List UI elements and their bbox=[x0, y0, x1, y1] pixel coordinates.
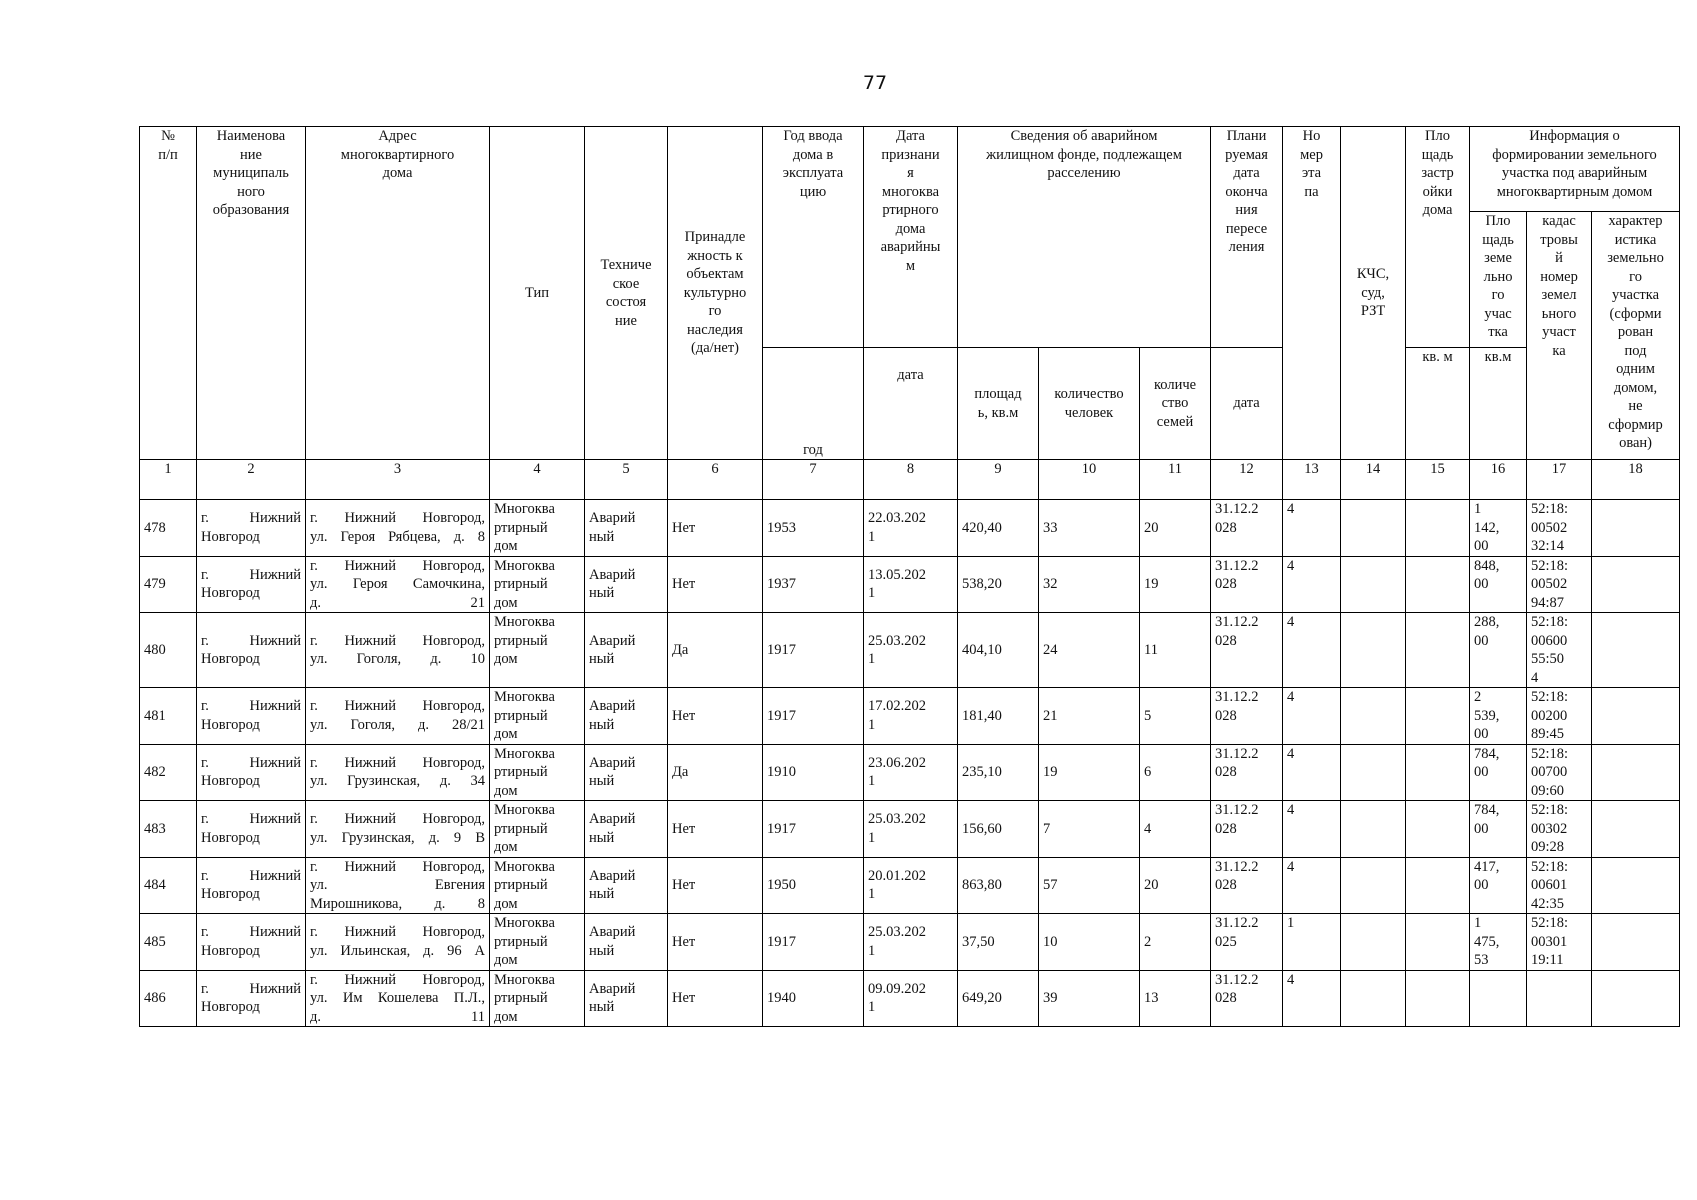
row-number: 482 bbox=[140, 744, 197, 801]
column-number: 12 bbox=[1211, 460, 1283, 500]
row-stage: 4 bbox=[1283, 500, 1341, 557]
header-land-area: Пло щадь земе льно го учас тка bbox=[1470, 212, 1527, 348]
row-year: 1950 bbox=[763, 857, 864, 914]
row-kchs bbox=[1341, 688, 1406, 745]
row-number: 478 bbox=[140, 500, 197, 557]
row-stage: 4 bbox=[1283, 556, 1341, 613]
row-municipality: г. Нижний Новгород bbox=[197, 556, 306, 613]
row-address: г. Нижний Новгород, ул. Им Кошелева П.Л., д. 11 bbox=[306, 970, 490, 1027]
row-date: 25.03.202 1 bbox=[864, 613, 958, 688]
row-date: 09.09.202 1 bbox=[864, 970, 958, 1027]
row-technical-state: Аварий ный bbox=[585, 500, 668, 557]
row-land-character bbox=[1592, 857, 1680, 914]
column-number: 9 bbox=[958, 460, 1039, 500]
row-cadastral bbox=[1527, 970, 1592, 1027]
row-number: 480 bbox=[140, 613, 197, 688]
table-row bbox=[140, 970, 1680, 1027]
row-kchs bbox=[1341, 500, 1406, 557]
row-address: г. Нижний Новгород, ул. Грузинская, д. 9 В bbox=[306, 801, 490, 858]
row-heritage: Нет bbox=[668, 857, 763, 914]
unit-people: количество человек bbox=[1039, 348, 1140, 460]
row-plan-date: 31.12.2 028 bbox=[1211, 688, 1283, 745]
row-municipality: г. Нижний Новгород bbox=[197, 857, 306, 914]
row-kchs bbox=[1341, 970, 1406, 1027]
column-number: 5 bbox=[585, 460, 668, 500]
row-area: 235,10 bbox=[958, 744, 1039, 801]
row-heritage: Нет bbox=[668, 914, 763, 971]
row-municipality: г. Нижний Новгород bbox=[197, 500, 306, 557]
row-land-character bbox=[1592, 744, 1680, 801]
row-date: 25.03.202 1 bbox=[864, 914, 958, 971]
row-number: 479 bbox=[140, 556, 197, 613]
unit-area: площад ь, кв.м bbox=[958, 348, 1039, 460]
row-land-character bbox=[1592, 500, 1680, 557]
row-cadastral: 52:18: 00700 09:60 bbox=[1527, 744, 1592, 801]
row-address: г. Нижний Новгород, ул. Героя Самочкина, д. 21 bbox=[306, 556, 490, 613]
header-type: Тип bbox=[490, 127, 585, 460]
table-row bbox=[140, 613, 1680, 688]
column-number: 2 bbox=[197, 460, 306, 500]
row-year: 1917 bbox=[763, 688, 864, 745]
row-address: г. Нижний Новгород, ул. Ильинская, д. 96 А bbox=[306, 914, 490, 971]
unit-year: год bbox=[763, 348, 864, 460]
row-families: 11 bbox=[1140, 613, 1211, 688]
row-people: 33 bbox=[1039, 500, 1140, 557]
row-land-area: 848, 00 bbox=[1470, 556, 1527, 613]
row-people: 7 bbox=[1039, 801, 1140, 858]
row-plan-date: 31.12.2 028 bbox=[1211, 801, 1283, 858]
row-municipality: г. Нижний Новгород bbox=[197, 744, 306, 801]
row-area: 420,40 bbox=[958, 500, 1039, 557]
row-heritage: Да bbox=[668, 744, 763, 801]
row-plan-date: 31.12.2 028 bbox=[1211, 556, 1283, 613]
row-cadastral: 52:18: 00600 55:50 4 bbox=[1527, 613, 1592, 688]
row-number: 486 bbox=[140, 970, 197, 1027]
row-built-area bbox=[1406, 914, 1470, 971]
row-year: 1917 bbox=[763, 914, 864, 971]
row-cadastral: 52:18: 00502 32:14 bbox=[1527, 500, 1592, 557]
header-land-character: характер истика земельно го участка (сформи рован под одним домом, не сформир ован) bbox=[1592, 212, 1680, 460]
row-heritage: Нет bbox=[668, 970, 763, 1027]
header-kchs: КЧС, суд, РЗТ bbox=[1341, 127, 1406, 460]
row-type: Многоква ртирный дом bbox=[490, 688, 585, 745]
row-land-area: 417, 00 bbox=[1470, 857, 1527, 914]
row-land-area: 2 539, 00 bbox=[1470, 688, 1527, 745]
column-number: 6 bbox=[668, 460, 763, 500]
row-cadastral: 52:18: 00601 42:35 bbox=[1527, 857, 1592, 914]
row-technical-state: Аварий ный bbox=[585, 688, 668, 745]
header-number: № п/п bbox=[140, 127, 197, 460]
column-number: 4 bbox=[490, 460, 585, 500]
row-stage: 4 bbox=[1283, 801, 1341, 858]
row-kchs bbox=[1341, 801, 1406, 858]
header-row-1 bbox=[140, 127, 1680, 212]
column-number: 11 bbox=[1140, 460, 1211, 500]
row-date: 23.06.202 1 bbox=[864, 744, 958, 801]
row-area: 649,20 bbox=[958, 970, 1039, 1027]
row-area: 538,20 bbox=[958, 556, 1039, 613]
row-address: г. Нижний Новгород, ул. Евгения Мирошникова, д. 8 bbox=[306, 857, 490, 914]
row-heritage: Да bbox=[668, 613, 763, 688]
header-emergency-date: Дата признани я многоква ртирного дома аварийны м bbox=[864, 127, 958, 348]
row-address: г. Нижний Новгород, ул. Грузинская, д. 34 bbox=[306, 744, 490, 801]
row-stage: 4 bbox=[1283, 744, 1341, 801]
row-people: 10 bbox=[1039, 914, 1140, 971]
row-kchs bbox=[1341, 613, 1406, 688]
row-land-area bbox=[1470, 970, 1527, 1027]
column-number: 17 bbox=[1527, 460, 1592, 500]
row-built-area bbox=[1406, 801, 1470, 858]
row-technical-state: Аварий ный bbox=[585, 914, 668, 971]
row-families: 20 bbox=[1140, 500, 1211, 557]
row-municipality: г. Нижний Новгород bbox=[197, 914, 306, 971]
row-area: 37,50 bbox=[958, 914, 1039, 971]
column-number: 14 bbox=[1341, 460, 1406, 500]
header-land-info: Информация о формировании земельного участка под аварийным многоквартирным домом bbox=[1470, 127, 1680, 212]
row-number: 483 bbox=[140, 801, 197, 858]
row-heritage: Нет bbox=[668, 556, 763, 613]
header-technical-state: Техниче ское состоя ние bbox=[585, 127, 668, 460]
row-technical-state: Аварий ный bbox=[585, 801, 668, 858]
row-cadastral: 52:18: 00200 89:45 bbox=[1527, 688, 1592, 745]
row-plan-date: 31.12.2 028 bbox=[1211, 500, 1283, 557]
row-date: 17.02.202 1 bbox=[864, 688, 958, 745]
unit-families: количе ство семей bbox=[1140, 348, 1211, 460]
row-land-area: 784, 00 bbox=[1470, 744, 1527, 801]
row-municipality: г. Нижний Новгород bbox=[197, 688, 306, 745]
row-cadastral: 52:18: 00301 19:11 bbox=[1527, 914, 1592, 971]
row-year: 1917 bbox=[763, 801, 864, 858]
table-row bbox=[140, 556, 1680, 613]
row-built-area bbox=[1406, 857, 1470, 914]
row-cadastral: 52:18: 00502 94:87 bbox=[1527, 556, 1592, 613]
column-number: 7 bbox=[763, 460, 864, 500]
row-year: 1940 bbox=[763, 970, 864, 1027]
row-land-character bbox=[1592, 914, 1680, 971]
row-plan-date: 31.12.2 028 bbox=[1211, 744, 1283, 801]
row-plan-date: 31.12.2 028 bbox=[1211, 970, 1283, 1027]
row-stage: 4 bbox=[1283, 857, 1341, 914]
row-land-character bbox=[1592, 613, 1680, 688]
row-year: 1937 bbox=[763, 556, 864, 613]
row-built-area bbox=[1406, 556, 1470, 613]
row-type: Многоква ртирный дом bbox=[490, 857, 585, 914]
row-families: 2 bbox=[1140, 914, 1211, 971]
row-people: 19 bbox=[1039, 744, 1140, 801]
row-type: Многоква ртирный дом bbox=[490, 556, 585, 613]
row-land-area: 1 142, 00 bbox=[1470, 500, 1527, 557]
row-kchs bbox=[1341, 857, 1406, 914]
column-number: 15 bbox=[1406, 460, 1470, 500]
row-stage: 1 bbox=[1283, 914, 1341, 971]
row-kchs bbox=[1341, 556, 1406, 613]
row-type: Многоква ртирный дом bbox=[490, 970, 585, 1027]
row-families: 19 bbox=[1140, 556, 1211, 613]
header-built-area: Пло щадь застр ойки дома bbox=[1406, 127, 1470, 348]
row-land-character bbox=[1592, 688, 1680, 745]
row-families: 20 bbox=[1140, 857, 1211, 914]
row-number: 481 bbox=[140, 688, 197, 745]
header-stage: Но мер эта па bbox=[1283, 127, 1341, 460]
row-type: Многоква ртирный дом bbox=[490, 744, 585, 801]
header-commission-year: Год ввода дома в эксплуата цию bbox=[763, 127, 864, 348]
row-built-area bbox=[1406, 970, 1470, 1027]
table-row bbox=[140, 688, 1680, 745]
row-technical-state: Аварий ный bbox=[585, 970, 668, 1027]
row-families: 6 bbox=[1140, 744, 1211, 801]
table-row bbox=[140, 500, 1680, 557]
column-number: 18 bbox=[1592, 460, 1680, 500]
row-land-area: 1 475, 53 bbox=[1470, 914, 1527, 971]
row-year: 1953 bbox=[763, 500, 864, 557]
row-people: 39 bbox=[1039, 970, 1140, 1027]
row-families: 4 bbox=[1140, 801, 1211, 858]
header-emergency-fund: Сведения об аварийном жилищном фонде, подлежащем расселению bbox=[958, 127, 1211, 348]
emergency-housing-table bbox=[139, 126, 1680, 1027]
row-land-character bbox=[1592, 801, 1680, 858]
unit-date: дата bbox=[864, 348, 958, 460]
row-heritage: Нет bbox=[668, 500, 763, 557]
column-number: 1 bbox=[140, 460, 197, 500]
row-built-area bbox=[1406, 744, 1470, 801]
header-municipality: Наименова ние муниципаль ного образования bbox=[197, 127, 306, 460]
table-row bbox=[140, 744, 1680, 801]
header-address: Адрес многоквартирного дома bbox=[306, 127, 490, 460]
table-row bbox=[140, 857, 1680, 914]
column-number: 16 bbox=[1470, 460, 1527, 500]
row-land-area: 784, 00 bbox=[1470, 801, 1527, 858]
row-date: 13.05.202 1 bbox=[864, 556, 958, 613]
row-stage: 4 bbox=[1283, 688, 1341, 745]
row-year: 1917 bbox=[763, 613, 864, 688]
row-area: 404,10 bbox=[958, 613, 1039, 688]
row-built-area bbox=[1406, 500, 1470, 557]
row-type: Многоква ртирный дом bbox=[490, 914, 585, 971]
row-kchs bbox=[1341, 744, 1406, 801]
header-planned-date: Плани руемая дата оконча ния пересе ления bbox=[1211, 127, 1283, 348]
row-date: 25.03.202 1 bbox=[864, 801, 958, 858]
column-number: 8 bbox=[864, 460, 958, 500]
row-land-character bbox=[1592, 556, 1680, 613]
row-type: Многоква ртирный дом bbox=[490, 500, 585, 557]
row-kchs bbox=[1341, 914, 1406, 971]
unit-built-area: кв. м bbox=[1406, 348, 1470, 460]
unit-plan-date: дата bbox=[1211, 348, 1283, 460]
row-families: 13 bbox=[1140, 970, 1211, 1027]
row-plan-date: 31.12.2 028 bbox=[1211, 857, 1283, 914]
row-technical-state: Аварий ный bbox=[585, 744, 668, 801]
row-technical-state: Аварий ный bbox=[585, 556, 668, 613]
row-area: 156,60 bbox=[958, 801, 1039, 858]
row-families: 5 bbox=[1140, 688, 1211, 745]
page-number: 77 bbox=[862, 72, 888, 94]
column-number: 13 bbox=[1283, 460, 1341, 500]
table-row bbox=[140, 801, 1680, 858]
row-built-area bbox=[1406, 613, 1470, 688]
row-type: Многоква ртирный дом bbox=[490, 613, 585, 688]
row-people: 24 bbox=[1039, 613, 1140, 688]
row-area: 181,40 bbox=[958, 688, 1039, 745]
row-technical-state: Аварий ный bbox=[585, 857, 668, 914]
row-land-area: 288, 00 bbox=[1470, 613, 1527, 688]
table-body bbox=[140, 500, 1680, 1027]
row-number: 485 bbox=[140, 914, 197, 971]
column-number: 10 bbox=[1039, 460, 1140, 500]
row-date: 20.01.202 1 bbox=[864, 857, 958, 914]
column-number: 3 bbox=[306, 460, 490, 500]
row-stage: 4 bbox=[1283, 613, 1341, 688]
row-area: 863,80 bbox=[958, 857, 1039, 914]
row-date: 22.03.202 1 bbox=[864, 500, 958, 557]
row-heritage: Нет bbox=[668, 801, 763, 858]
row-technical-state: Аварий ный bbox=[585, 613, 668, 688]
row-plan-date: 31.12.2 025 bbox=[1211, 914, 1283, 971]
table-row bbox=[140, 914, 1680, 971]
row-stage: 4 bbox=[1283, 970, 1341, 1027]
row-land-character bbox=[1592, 970, 1680, 1027]
column-number-row bbox=[140, 460, 1680, 500]
row-built-area bbox=[1406, 688, 1470, 745]
row-plan-date: 31.12.2 028 bbox=[1211, 613, 1283, 688]
row-municipality: г. Нижний Новгород bbox=[197, 801, 306, 858]
row-cadastral: 52:18: 00302 09:28 bbox=[1527, 801, 1592, 858]
header-cultural-heritage: Принадле жность к объектам культурно го наследия (да/нет) bbox=[668, 127, 763, 460]
row-address: г. Нижний Новгород, ул. Гоголя, д. 28/21 bbox=[306, 688, 490, 745]
row-municipality: г. Нижний Новгород bbox=[197, 970, 306, 1027]
row-people: 32 bbox=[1039, 556, 1140, 613]
row-address: г. Нижний Новгород, ул. Гоголя, д. 10 bbox=[306, 613, 490, 688]
row-address: г. Нижний Новгород, ул. Героя Рябцева, д. 8 bbox=[306, 500, 490, 557]
row-people: 57 bbox=[1039, 857, 1140, 914]
row-municipality: г. Нижний Новгород bbox=[197, 613, 306, 688]
row-year: 1910 bbox=[763, 744, 864, 801]
row-people: 21 bbox=[1039, 688, 1140, 745]
row-number: 484 bbox=[140, 857, 197, 914]
header-cadastral: кадас тровы й номер земел ьного участ ка bbox=[1527, 212, 1592, 460]
unit-land-area: кв.м bbox=[1470, 348, 1527, 460]
row-heritage: Нет bbox=[668, 688, 763, 745]
row-type: Многоква ртирный дом bbox=[490, 801, 585, 858]
